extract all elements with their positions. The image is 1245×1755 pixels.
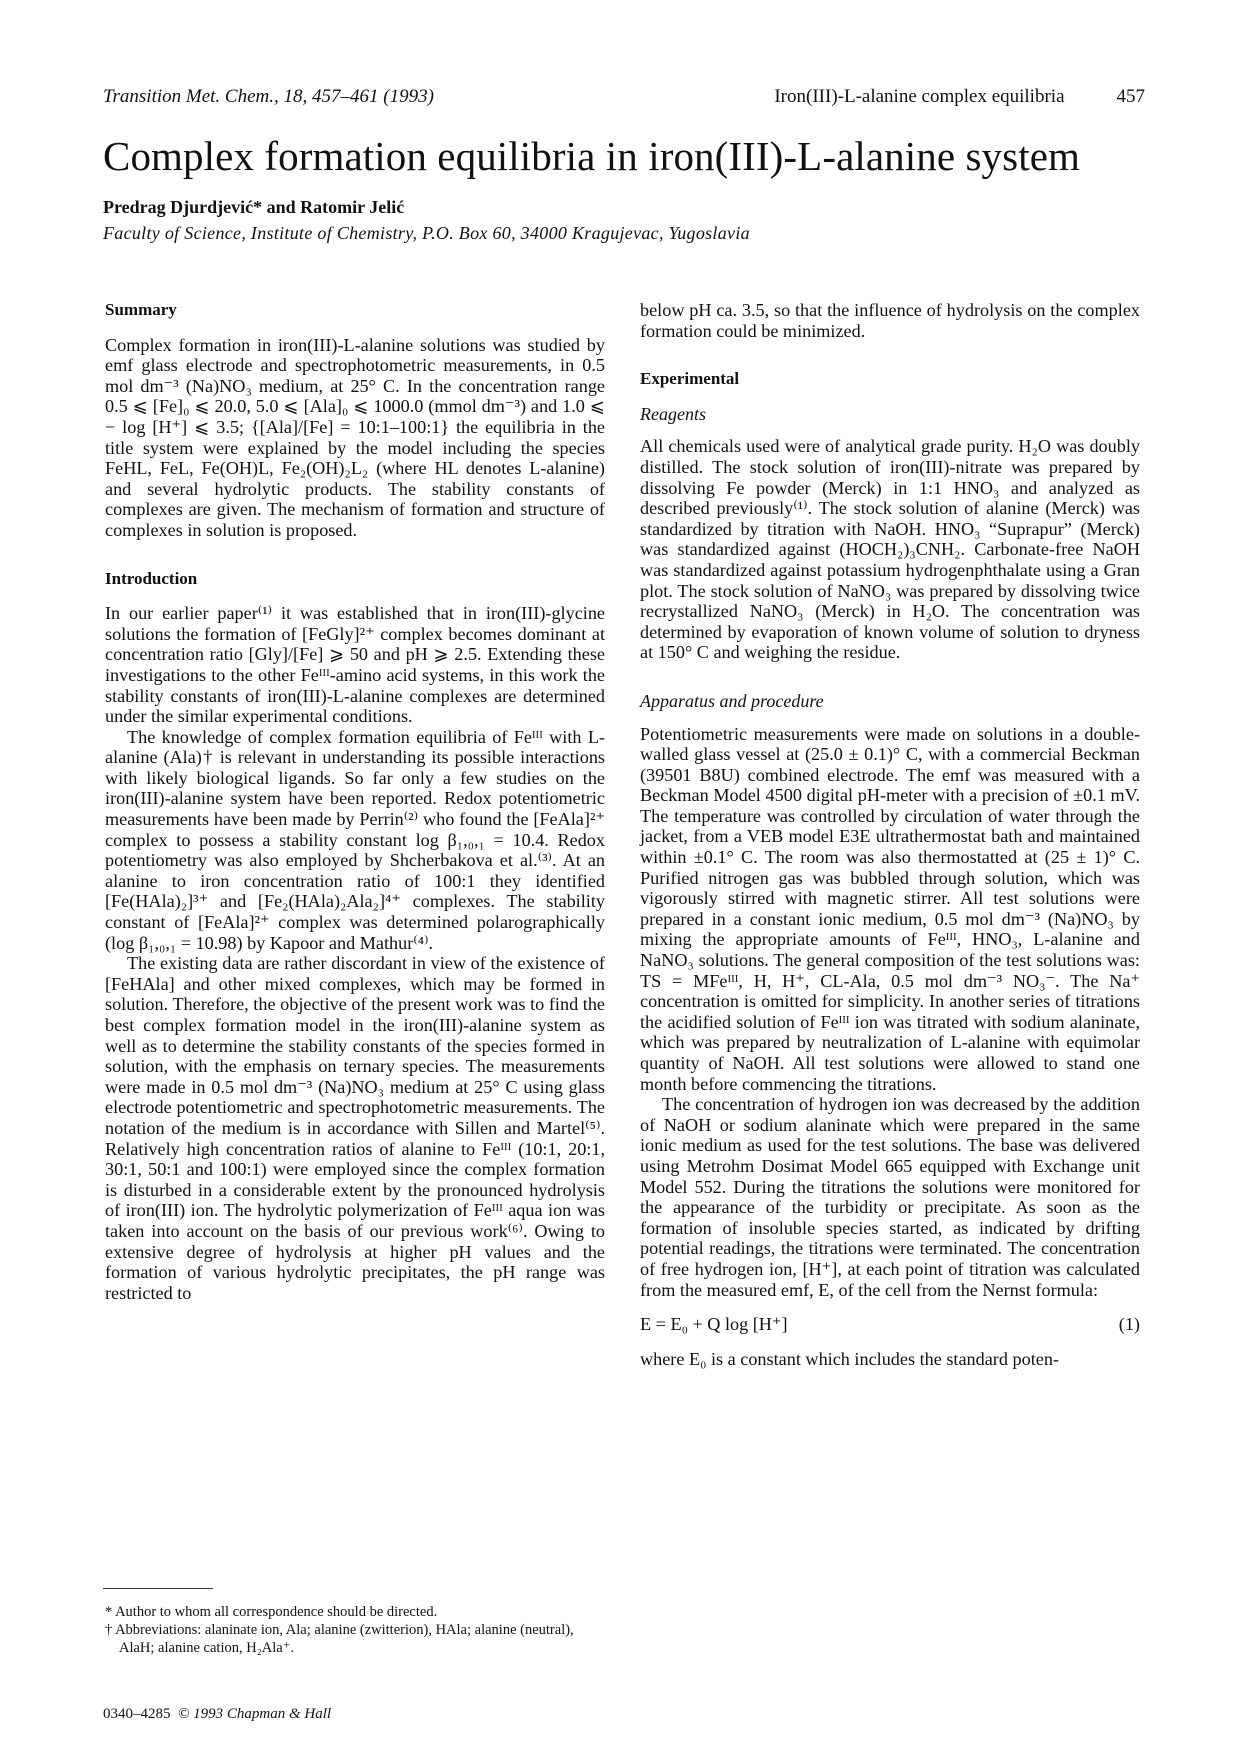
experimental-heading: Experimental — [640, 369, 740, 389]
footnote: * Author to whom all correspondence should be directed. — [105, 1604, 438, 1620]
running-title: Iron(III)-L-alanine complex equilibria — [774, 86, 1065, 107]
page-number: 457 — [1116, 86, 1145, 107]
affiliation: Faculty of Science, Institute of Chemistry, P.O. Box 60, 34000 Kragujevac, Yugoslavia — [103, 223, 750, 243]
publisher: © 1993 Chapman & Hall — [178, 1706, 332, 1722]
intro-paragraph: The knowledge of complex formation equilibria of Feᴵᴵᴵ with L-alanine (Ala)† is relevant in understanding its possible interactions with likely biological ligands. So far only a few studies on the iron(III)-alanine system have been reported. Redox potentiometric measurements have been made by Perrin⁽²⁾ who found the [FeAla]²⁺ complex to possess a stability constant log β₁,₀,₁ = 10.4. Redox potentiometry was also employed by Shcherbakova et al.⁽³⁾. At an alanine to iron concentration ratio of 100:1 they identified [Fe(HAla)₂]³⁺ and [Fe₂(HAla)₂Ala₂]⁴⁺ complexes. The stability constant of [FeAla]²⁺ complex was determined polarographically (log β₁,₀,₁ = 10.98) by Kapoor and Mathur⁽⁴⁾. — [105, 726, 605, 953]
authors: Predrag Djurdjević* and Ratomir Jelić — [103, 197, 405, 217]
reagents-text: All chemicals used were of analytical grade purity. H₂O was doubly distilled. The stock solution of iron(III)-nitrate was prepared by dissolving Fe powder (Merck) in 1:1 HNO₃ and analyzed as described previously⁽¹⁾. The stock solution of alanine (Merck) was standardized by titration with NaOH. HNO₃ “Suprapur” (Merck) was standardized against (HOCH₂)₃CNH₂. Carbonate-free NaOH was standardized against potassium hydrogenphthalate using a Gran plot. The stock solution of NaNO₃ was prepared by dissolving twice recrystallized NaNO₃ (Merck) in H₂O. The concentration was determined by evaporation of known volume of solution to dryness at 150° C and weighing the residue. — [640, 436, 1140, 663]
running-header-right — [774, 86, 1145, 108]
intro-paragraph: The existing data are rather discordant in view of the existence of [FeHAla] and other mixed complexes, which may be formed in solution. Therefore, the objective of the present work was to find the best complex formation model in the iron(III)-alanine system as well as to determine the stability constants of the species formed in solution, with the emphasis on ternary species. The measurements were made in 0.5 mol dm⁻³ (Na)NO₃ medium at 25° C using glass electrode potentiometric and spectrophotometric measurements. The notation of the medium is in accordance with Sillen and Martel⁽⁵⁾. Relatively high concentration ratios of alanine to Feᴵᴵᴵ (10:1, 20:1, 30:1, 50:1 and 100:1) were employed since the complex formation is disturbed in a considerable extent by the pronounced hydrolysis of iron(III) ion. The hydrolytic polymerization of Feᴵᴵᴵ aqua ion was taken into account on the basis of our previous work⁽⁶⁾. Owing to extensive degree of hydrolysis at higher pH values and the formation of various hydrolytic precipitates, the pH range was restricted to — [105, 953, 605, 1303]
equation-body: E = E₀ + Q log [H⁺] — [640, 1314, 788, 1335]
footnotes — [105, 1603, 605, 1657]
footnote-rule — [103, 1588, 213, 1589]
summary-text: Complex formation in iron(III)-L-alanine solutions was studied by emf glass electrode and spectrophotometric measurements, in 0.5 mol dm⁻³ (Na)NO₃ medium, at 25° C. In the concentration range 0.5 ⩽ [Fe]₀ ⩽ 20.0, 5.0 ⩽ [Ala]₀ ⩽ 1000.0 (mmol dm⁻³) and 1.0 ⩽ − log [H⁺] ⩽ 3.5; {[Ala]/[Fe] = 10:1–100:1} the equilibria in the title system were explained by the model including the species FeHL, FeL, Fe(OH)L, Fe₂(OH)₂L₂ (where HL denotes L-alanine) and several hydrolytic products. The stability constants of complexes are given. The mechanism of formation and structure of complexes in solution is proposed. — [105, 334, 605, 540]
right-column — [640, 300, 1140, 1369]
equation-number: (1) — [1118, 1314, 1140, 1335]
intro-paragraph: In our earlier paper⁽¹⁾ it was established that in iron(III)-glycine solutions the formation of [FeGly]²⁺ complex becomes dominant at concentration ratio [Gly]/[Fe] ⩾ 50 and pH ⩾ 2.5. Extending these investigations to the other Feᴵᴵᴵ-amino acid systems, in this work the stability constants of iron(III)-L-alanine complexes are determined under the similar experimental conditions. — [105, 603, 605, 727]
copyright-line — [103, 1706, 331, 1723]
footnote: † Abbreviations: alaninate ion, Ala; alanine (zwitterion), HAla; alanine (neutral), AlaH; alanine cation, H₂Ala⁺. — [105, 1622, 574, 1656]
left-column — [105, 300, 605, 1303]
apparatus-paragraph: Potentiometric measurements were made on solutions in a double-walled glass vessel at (25.0 ± 0.1)° C, with a commercial Beckman (39501 B8U) combined electrode. The emf was measured with a Beckman Model 4500 digital pH-meter with a precision of ±0.1 mV. The temperature was controlled by circulation of water through the jacket, from a VEB model E3E ultrathermostat bath and maintained within ±0.1° C. The room was also thermostatted at (25 ± 1)° C. Purified nitrogen gas was bubbled through solution, which was vigorously stirred with magnetic stirrer. All test solutions were prepared in a constant ionic medium, 0.5 mol dm⁻³ (Na)NO₃ by mixing the appropriate amounts of Feᴵᴵᴵ, HNO₃, L-alanine and NaNO₃ solutions. The general composition of the test solutions was: TS = MFeᴵᴵᴵ, H, H⁺, CL-Ala, 0.5 mol dm⁻³ NO₃⁻. The Na⁺ concentration is omitted for simplicity. In another series of titrations the acidified solution of Feᴵᴵᴵ ion was titrated with sodium alaninate, which was prepared by neutralization of L-alanine with equimolar quantity of NaOH. All test solutions were allowed to stand one month before commencing the titrations. — [640, 723, 1140, 1094]
continuation-text: below pH ca. 3.5, so that the influence of hydrolysis on the complex formation could be minimized. — [640, 300, 1140, 341]
equation-1 — [640, 1314, 1140, 1335]
apparatus-paragraph: The concentration of hydrogen ion was decreased by the addition of NaOH or sodium alaninate which were prepared in the same ionic medium as used for the test solutions. The base was delivered using Metrohm Dosimat Model 665 equipped with Exchange unit Model 552. During the titrations the solutions were monitored for the appearance of the turbidity or precipitate. As soon as the formation of insoluble species started, as indicated by drifting potential readings, the titrations were terminated. The concentration of free hydrogen ion, [H⁺], at each point of titration was calculated from the measured emf, E, of the cell from the Nernst formula: — [640, 1094, 1140, 1300]
reagents-heading: Reagents — [640, 403, 706, 424]
after-equation-text: where E₀ is a constant which includes the standard poten- — [640, 1348, 1059, 1369]
running-header-journal: Transition Met. Chem., 18, 457–461 (1993) — [103, 86, 434, 107]
summary-heading: Summary — [105, 300, 177, 319]
paper-title: Complex formation equilibria in iron(III)-L-alanine system — [103, 133, 1080, 179]
introduction-heading: Introduction — [105, 568, 198, 588]
issn: 0340–4285 — [103, 1706, 171, 1722]
apparatus-heading: Apparatus and procedure — [640, 690, 824, 711]
